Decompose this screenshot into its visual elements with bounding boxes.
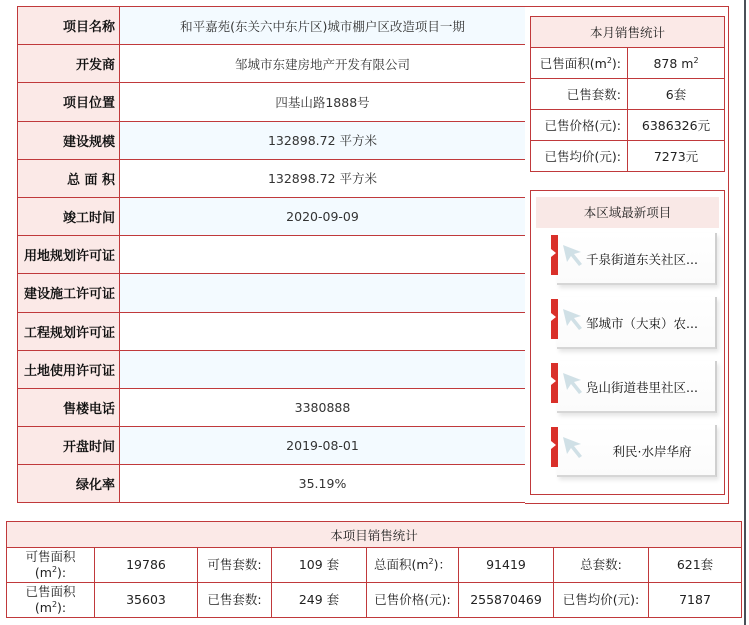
- project-name: 凫山街道巷里社区...: [586, 380, 698, 395]
- project-name: 利民·水岸华府: [612, 444, 692, 459]
- stat-value: 6386326元: [628, 110, 725, 141]
- info-row-construction-scale: [18, 121, 526, 159]
- available-units-value: 109 套: [272, 548, 367, 583]
- regional-project-link[interactable]: [547, 425, 717, 481]
- red-flag-icon: [551, 427, 558, 467]
- sold-area-label: 已售面积 $(m^2)$:: [7, 583, 95, 618]
- window-edge-scrollbar: [744, 0, 749, 625]
- row-label: 售楼电话: [18, 388, 120, 426]
- row-value: 3380888: [120, 388, 526, 426]
- available-units-label: 可售套数:: [198, 548, 272, 583]
- monthly-stat-average-price: [531, 141, 725, 172]
- project-sales-stats: [6, 521, 742, 618]
- regional-project-link[interactable]: [547, 233, 717, 289]
- row-label: 开盘时间: [18, 427, 120, 465]
- info-row-greening-rate: [18, 465, 526, 503]
- row-value: [120, 312, 526, 350]
- row-label: 用地规划许可证: [18, 236, 120, 274]
- row-label: 总 面 积: [18, 159, 120, 197]
- row-value: 2019-08-01: [120, 427, 526, 465]
- regional-latest-projects: [530, 190, 725, 495]
- stat-label: 已售价格(元):: [531, 110, 628, 141]
- row-label: 绿化率: [18, 465, 120, 503]
- row-label: 开发商: [18, 45, 120, 83]
- info-row-location: [18, 83, 526, 121]
- row-value: [120, 350, 526, 388]
- monthly-sales-stats: [530, 16, 725, 172]
- regional-project-link[interactable]: [547, 361, 717, 417]
- available-area-label: 可售面积 $(m^2)$:: [7, 548, 95, 583]
- project-stats-row-sold: [7, 583, 742, 618]
- total-units-value: 621套: [649, 548, 742, 583]
- sold-area-value: 35603: [95, 583, 198, 618]
- red-flag-icon: [551, 299, 558, 339]
- row-label: 土地使用许可证: [18, 350, 120, 388]
- total-area-value: 91419: [459, 548, 554, 583]
- sold-units-value: 249 套: [272, 583, 367, 618]
- row-value: 35.19%: [120, 465, 526, 503]
- row-label: 建设规模: [18, 121, 120, 159]
- stat-label: 已售面积$(m^2)$:: [531, 48, 628, 79]
- monthly-stats-title: 本月销售统计: [531, 17, 725, 48]
- regional-projects-title: 本区域最新项目: [536, 197, 719, 228]
- monthly-stat-sold-price: [531, 110, 725, 141]
- info-row-total-area: [18, 159, 526, 197]
- sold-price-label: 已售价格(元):: [367, 583, 459, 618]
- info-row-land-use-permit: [18, 350, 526, 388]
- stat-value: 7273元: [628, 141, 725, 172]
- info-row-construction-permit: [18, 274, 526, 312]
- row-value: 132898.72 平方米: [120, 121, 526, 159]
- stat-label: 已售套数:: [531, 79, 628, 110]
- info-row-engineering-planning-permit: [18, 312, 526, 350]
- row-value: 邹城市东建房地产开发有限公司: [120, 45, 526, 83]
- info-row-opening-date: [18, 427, 526, 465]
- stat-label: 已售均价(元):: [531, 141, 628, 172]
- row-value: 2020-09-09: [120, 197, 526, 235]
- row-label: 工程规划许可证: [18, 312, 120, 350]
- average-price-label: 已售均价(元):: [554, 583, 649, 618]
- row-value: 132898.72 平方米: [120, 159, 526, 197]
- project-stats-row-available: [7, 548, 742, 583]
- project-stats-title: 本项目销售统计: [7, 522, 742, 548]
- stat-value: 878 $m^2$: [628, 48, 725, 79]
- info-row-sales-phone: [18, 388, 526, 426]
- red-flag-icon: [551, 235, 558, 275]
- project-name: 邹城市（大束）农...: [586, 316, 698, 331]
- project-name: 千泉街道东关社区...: [586, 252, 698, 267]
- cursor-arrow-icon: [561, 435, 585, 459]
- row-label: 建设施工许可证: [18, 274, 120, 312]
- sold-units-label: 已售套数:: [198, 583, 272, 618]
- row-label: 项目名称: [18, 7, 120, 45]
- row-value: 四基山路1888号: [120, 83, 526, 121]
- sold-price-value: 255870469: [459, 583, 554, 618]
- row-label: 项目位置: [18, 83, 120, 121]
- row-value: [120, 236, 526, 274]
- info-row-land-planning-permit: [18, 236, 526, 274]
- row-label: 竣工时间: [18, 197, 120, 235]
- stat-value: 6套: [628, 79, 725, 110]
- red-flag-icon: [551, 363, 558, 403]
- info-row-completion-date: [18, 197, 526, 235]
- row-value: [120, 274, 526, 312]
- project-info-table: [17, 6, 526, 503]
- monthly-stat-sold-units: [531, 79, 725, 110]
- available-area-value: 19786: [95, 548, 198, 583]
- total-area-label: 总面积$(m^2)$：: [367, 548, 459, 583]
- monthly-stat-sold-area: [531, 48, 725, 79]
- info-row-developer: [18, 45, 526, 83]
- info-row-project-name: [18, 7, 526, 45]
- average-price-value: 7187: [649, 583, 742, 618]
- total-units-label: 总套数:: [554, 548, 649, 583]
- row-value: 和平嘉苑(东关六中东片区)城市棚户区改造项目一期: [120, 7, 526, 45]
- regional-project-link[interactable]: [547, 297, 717, 353]
